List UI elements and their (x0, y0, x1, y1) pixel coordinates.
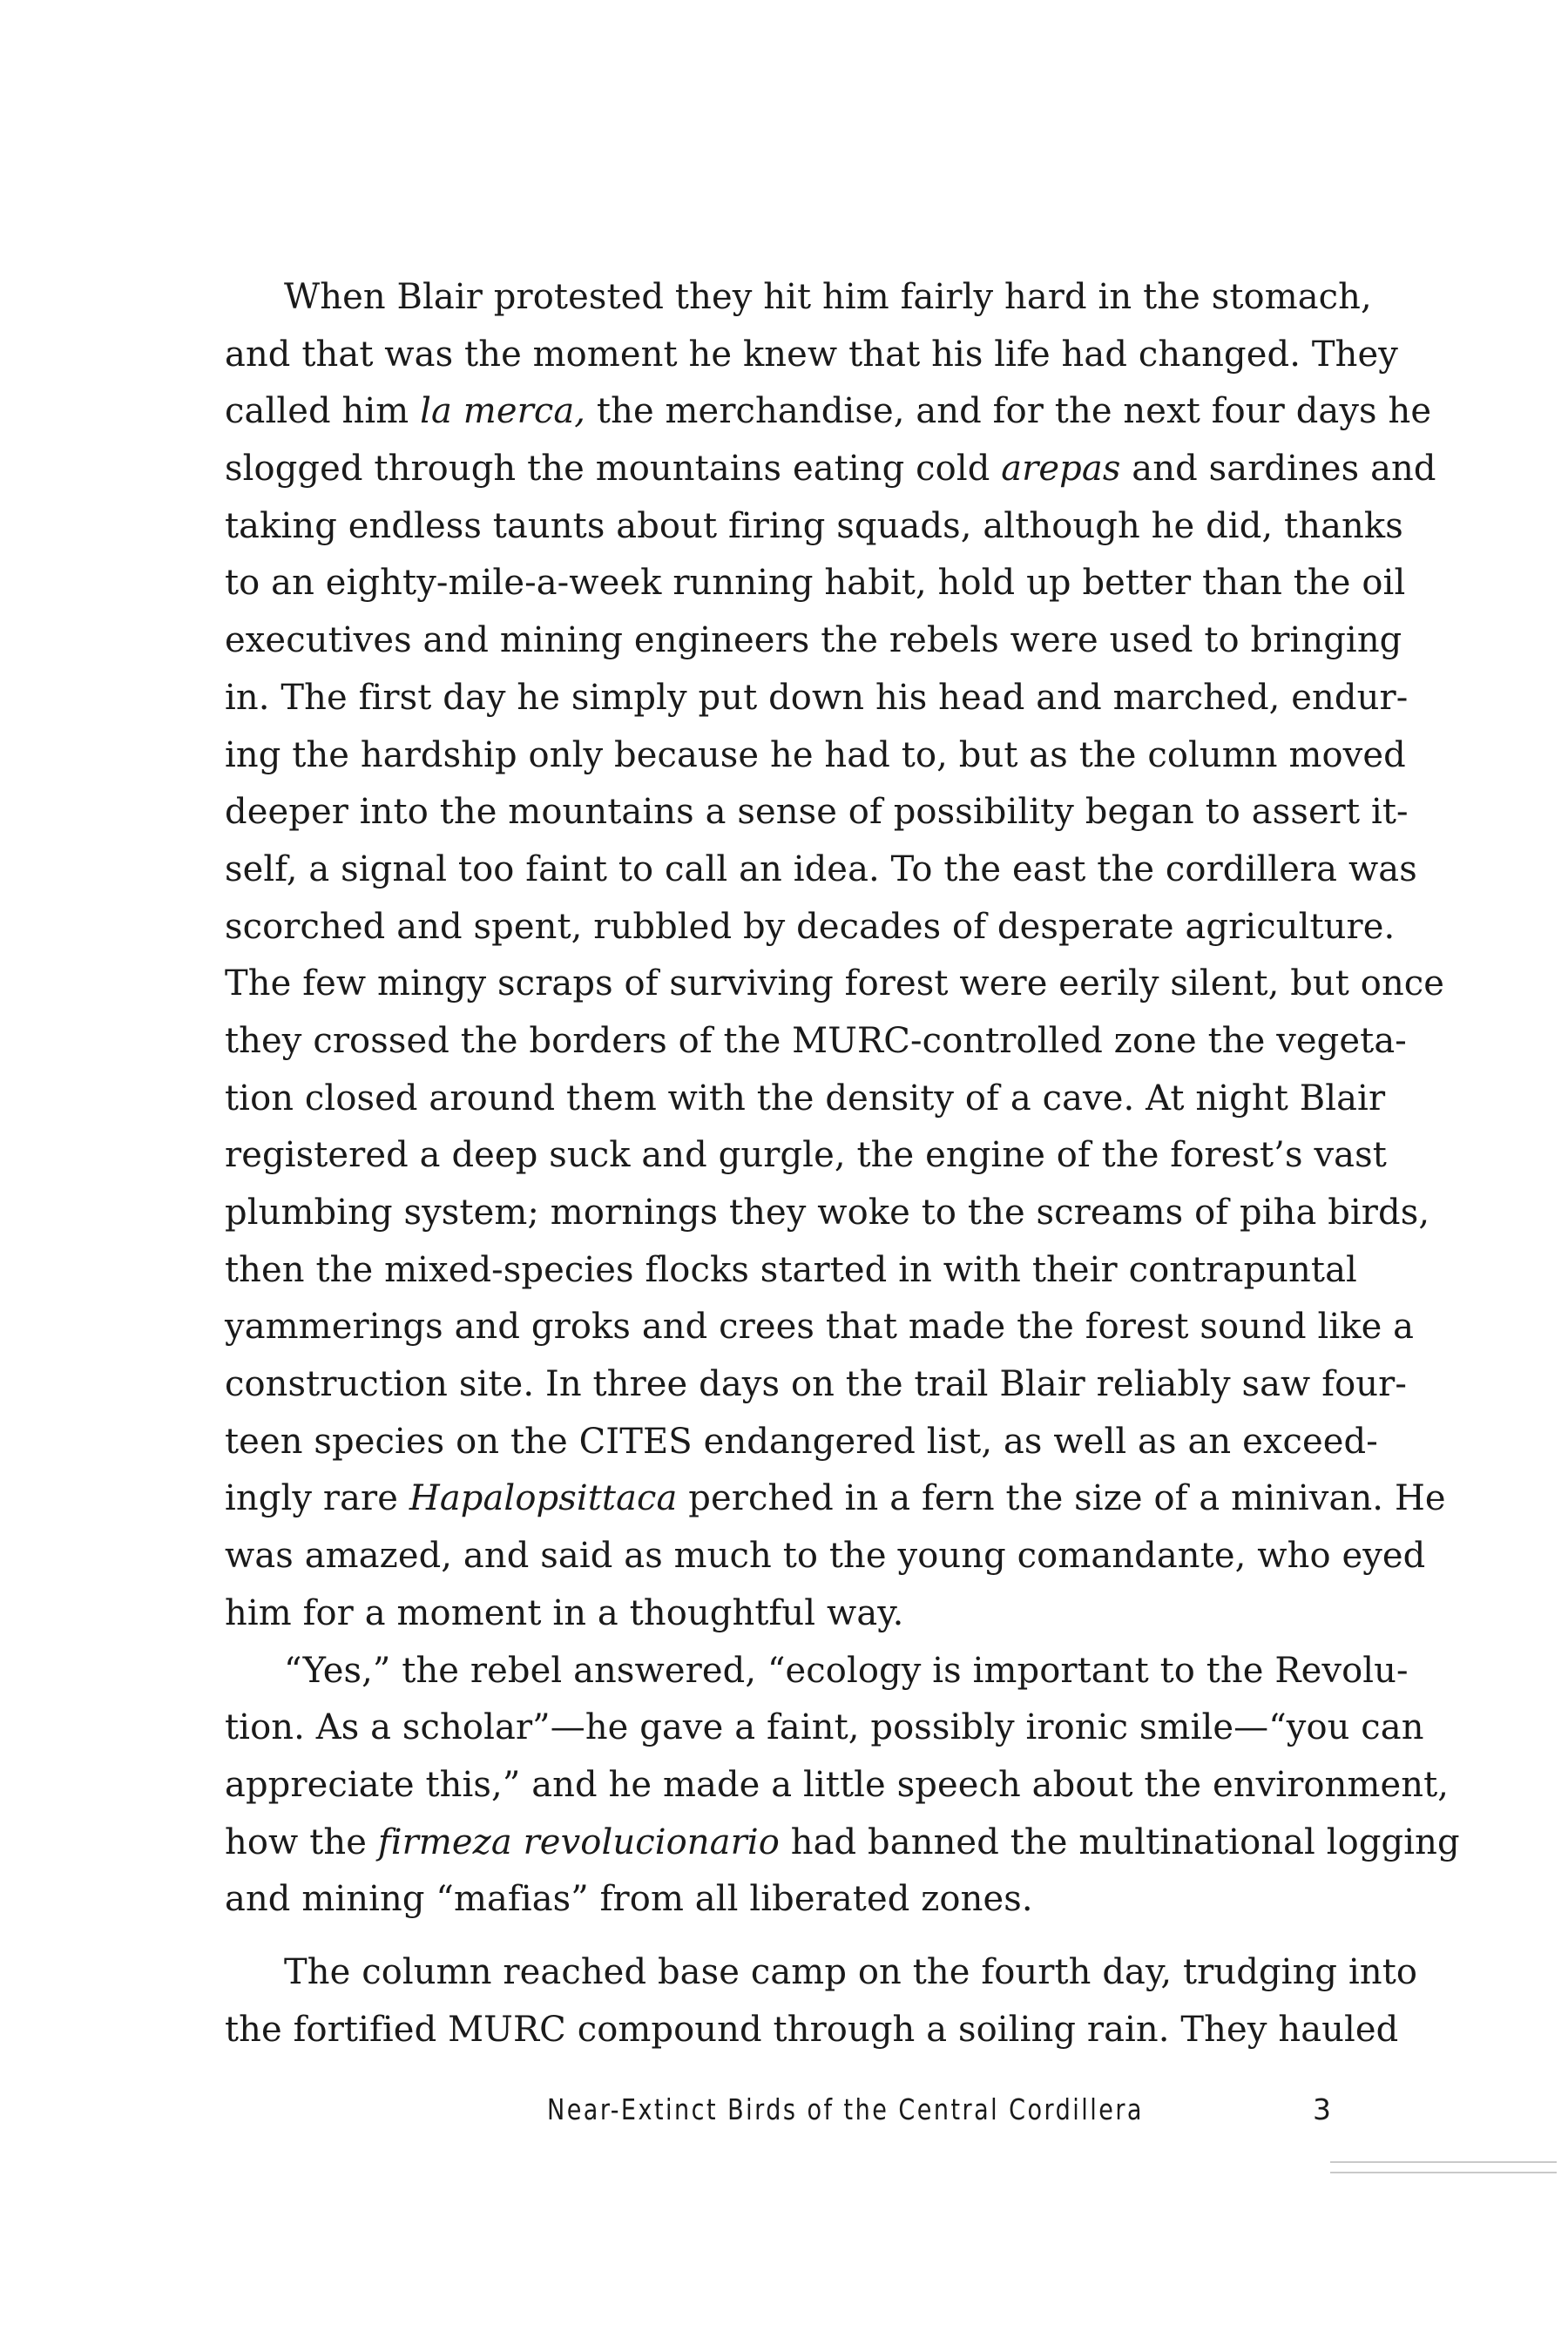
text-line: The column reached base camp on the fourth day, trudging into (284, 1951, 1418, 1992)
italic-term: Hapalopsittaca (409, 1478, 678, 1519)
text-line: how the firmeza revolucionario had banned the multinational logging (225, 1821, 1460, 1862)
text-line: yammerings and groks and crees that made the forest sound like a (225, 1307, 1415, 1348)
text-line: executives and mining engineers the rebels were used to bringing (225, 620, 1402, 661)
italic-term: firmeza revolucionario (377, 1821, 780, 1862)
body-text (225, 269, 1460, 2058)
text-line: and that was the moment he knew that his life had changed. They (225, 334, 1398, 375)
text-line: taking endless taunts about firing squads, although he did, thanks (225, 505, 1403, 546)
text-line: appreciate this,” and he made a little speech about the environment, (225, 1764, 1450, 1805)
italic-term: la merca, (420, 391, 586, 432)
text-line: the fortified MURC compound through a soiling rain. They hauled (225, 2009, 1399, 2050)
text-line: then the mixed-species flocks started in with their contrapuntal (225, 1249, 1357, 1290)
text-line: they crossed the borders of the MURC-controlled zone the vegeta- (225, 1020, 1407, 1061)
text-line: plumbing system; mornings they woke to the screams of piha birds, (225, 1193, 1430, 1233)
italic-term: arepas (1001, 449, 1121, 490)
text-line: slogged through the mountains eating cold arepas and sardines and (225, 449, 1436, 490)
text-line: ingly rare Hapalopsittaca perched in a fern the size of a minivan. He (225, 1478, 1446, 1519)
text-line: scorched and spent, rubbled by decades of desperate agriculture. (225, 906, 1396, 947)
footer-rule (1330, 2161, 1557, 2163)
text-line: deeper into the mountains a sense of possibility began to assert it- (225, 792, 1409, 833)
text-line: in. The first day he simply put down his head and marched, endur- (225, 677, 1409, 718)
text-line: him for a moment in a thoughtful way. (225, 1592, 904, 1633)
text-line: to an eighty-mile-a-week running habit, hold up better than the oil (225, 563, 1406, 604)
text-line: called him la merca, the merchandise, and for the next four days he (225, 391, 1432, 432)
text-line: tion closed around them with the density of a cave. At night Blair (225, 1078, 1386, 1119)
text-line: “Yes,” the rebel answered, “ecology is important to the Revolu- (284, 1650, 1409, 1691)
text-line: The few mingy scraps of surviving forest were eerily silent, but once (225, 963, 1445, 1004)
text-line: and mining “mafias” from all liberated zones. (225, 1879, 1033, 1920)
text-line: tion. As a scholar”—he gave a faint, possibly ironic smile—“you can (225, 1707, 1424, 1748)
text-line: self, a signal too faint to call an idea. To the east the cordillera was (225, 848, 1417, 889)
footer-rule (1330, 2172, 1557, 2173)
text-line: When Blair protested they hit him fairly hard in the stomach, (284, 277, 1372, 317)
text-line: construction site. In three days on the trail Blair reliably saw four- (225, 1364, 1407, 1405)
page-number: 3 (1313, 2092, 1331, 2126)
text-line: ing the hardship only because he had to, but as the column moved (225, 734, 1406, 775)
text-line: registered a deep suck and gurgle, the engine of the forest’s vast (225, 1135, 1387, 1176)
text-line: was amazed, and said as much to the young comandante, who eyed (225, 1536, 1426, 1577)
running-title: Near-Extinct Birds of the Central Cordillera (547, 2092, 1144, 2126)
text-line: teen species on the CITES endangered list, as well as an exceed- (225, 1421, 1378, 1462)
